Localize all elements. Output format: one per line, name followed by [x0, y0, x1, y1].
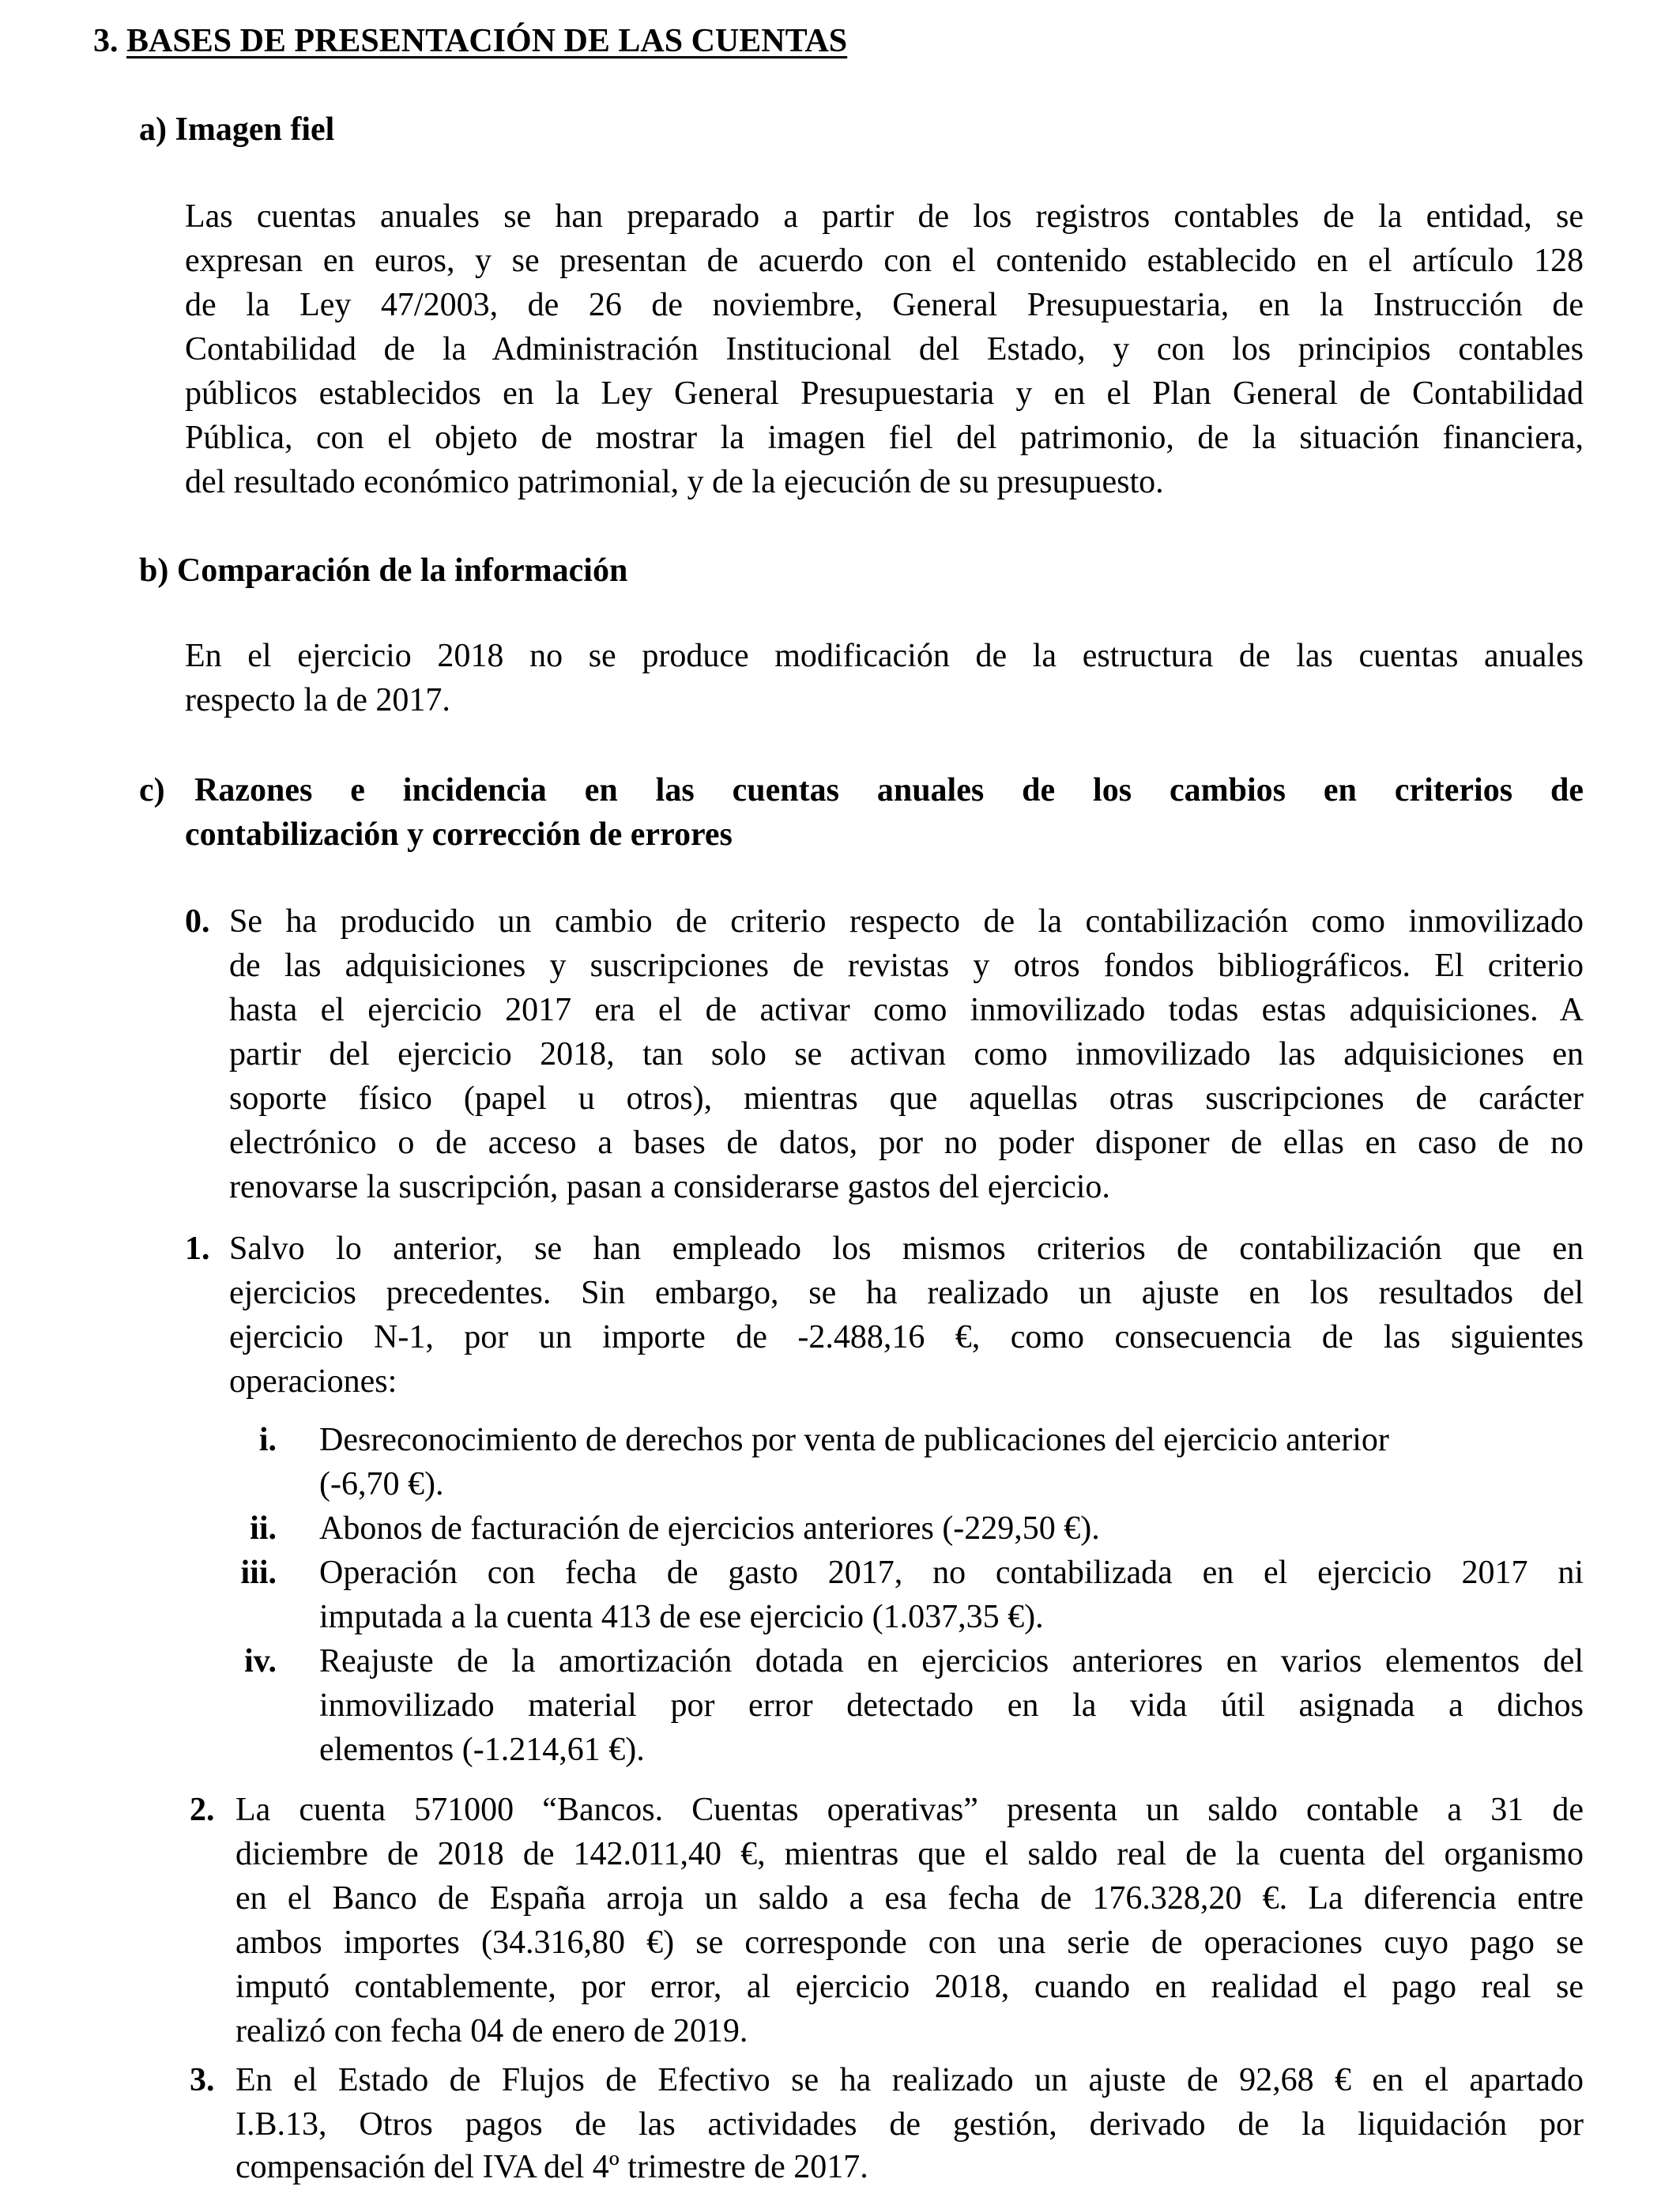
subitem-i-line: Desreconocimiento de derechos por venta de publicaciones del ejercicio anterior: [319, 1422, 1389, 1458]
item-1-line: ejercicios precedentes. Sin embargo, se ha realizado un ajuste en los resultados del: [229, 1275, 1584, 1311]
heading-c-label: c): [139, 772, 165, 809]
heading-c-line: contabilización y corrección de errores: [185, 816, 733, 853]
item-number: 1.: [185, 1231, 210, 1267]
subitem-iii-line: Operación con fecha de gasto 2017, no contabilizada en el ejercicio 2017 ni: [319, 1555, 1584, 1591]
subitem-iii-line: imputada a la cuenta 413 de ese ejercicio (1.037,35 €).: [319, 1599, 1044, 1635]
section-number: 3.: [93, 23, 119, 59]
paragraph-b-line: respecto la de 2017.: [185, 682, 450, 718]
item-3-line: I.B.13, Otros pagos de las actividades de gestión, derivado de la liquidación por: [235, 2106, 1584, 2143]
subitem-ii-line: Abonos de facturación de ejercicios anteriores (-229,50 €).: [319, 1510, 1100, 1547]
paragraph-a-line: del resultado económico patrimonial, y de la ejecución de su presupuesto.: [185, 464, 1164, 500]
paragraph-a-line: Pública, con el objeto de mostrar la imagen fiel del patrimonio, de la situación financiera,: [185, 420, 1584, 456]
item-0-line: partir del ejercicio 2018, tan solo se activan como inmovilizado las adquisiciones en: [229, 1036, 1584, 1072]
paragraph-a-line: expresan en euros, y se presentan de acuerdo con el contenido establecido en el artículo 128: [185, 243, 1584, 279]
subitem-iv-line: elementos (-1.214,61 €).: [319, 1732, 645, 1768]
heading-b: [139, 548, 627, 593]
heading-b-text: Comparación de la información: [176, 552, 628, 589]
item-1-line: ejercicio N-1, por un importe de -2.488,16 €, como consecuencia de las siguientes: [229, 1319, 1584, 1355]
subitem-number: iii.: [240, 1555, 277, 1591]
item-3-line: compensación del IVA del 4º trimestre de 2017.: [235, 2149, 868, 2185]
subitem-iv-line: inmovilizado material por error detectado en la vida útil asignada a dichos: [319, 1687, 1584, 1724]
item-2-line: La cuenta 571000 “Bancos. Cuentas operativas” presenta un saldo contable a 31 de: [235, 1792, 1584, 1828]
item-0-line: hasta el ejercicio 2017 era el de activar como inmovilizado todas estas adquisiciones. A: [229, 992, 1584, 1028]
item-2-line: en el Banco de España arroja un saldo a esa fecha de 176.328,20 €. La diferencia entre: [235, 1880, 1584, 1917]
item-2-line: ambos importes (34.316,80 €) se corresponde con una serie de operaciones cuyo pago se: [235, 1924, 1584, 1961]
item-number: 0.: [185, 903, 210, 940]
item-2-line: diciembre de 2018 de 142.011,40 €, mientras que el saldo real de la cuenta del organismo: [235, 1836, 1584, 1872]
item-0-line: renovarse la suscripción, pasan a considerarse gastos del ejercicio.: [229, 1169, 1110, 1205]
paragraph-a-line: públicos establecidos en la Ley General Presupuestaria y en el Plan General de Contabilidad: [185, 375, 1584, 412]
item-number: 2.: [190, 1792, 215, 1828]
heading-a-label: a): [139, 111, 167, 148]
heading-b-label: b): [139, 552, 169, 589]
item-2-line: imputó contablemente, por error, al ejercicio 2018, cuando en realidad el pago real se: [235, 1969, 1584, 2005]
subitem-number: i.: [258, 1422, 277, 1458]
section-title: [93, 19, 847, 63]
section-title-text: BASES DE PRESENTACIÓN DE LAS CUENTAS: [126, 23, 848, 59]
heading-a: [139, 107, 334, 152]
item-1-line: Salvo lo anterior, se han empleado los mismos criterios de contabilización que en: [229, 1231, 1584, 1267]
subitem-i-line: (-6,70 €).: [319, 1466, 444, 1502]
heading-a-text: Imagen fiel: [175, 111, 335, 148]
item-0-line: soporte físico (papel u otros), mientras que aquellas otras suscripciones de carácter: [229, 1080, 1584, 1117]
item-number: 3.: [190, 2062, 215, 2098]
item-0-line: electrónico o de acceso a bases de datos, por no poder disponer de ellas en caso de no: [229, 1125, 1584, 1161]
item-2-line: realizó con fecha 04 de enero de 2019.: [235, 2013, 748, 2049]
item-0-line: de las adquisiciones y suscripciones de revistas y otros fondos bibliográficos. El criterio: [229, 948, 1584, 984]
item-0-line: Se ha producido un cambio de criterio respecto de la contabilización como inmovilizado: [229, 903, 1584, 940]
subitem-iv-line: Reajuste de la amortización dotada en ejercicios anteriores en varios elementos del: [319, 1643, 1584, 1679]
item-3-line: En el Estado de Flujos de Efectivo se ha realizado un ajuste de 92,68 € en el apartado: [235, 2062, 1584, 2098]
subitem-number: iv.: [244, 1643, 277, 1679]
paragraph-a-line: de la Ley 47/2003, de 26 de noviembre, General Presupuestaria, en la Instrucción de: [185, 287, 1584, 323]
item-1-line: operaciones:: [229, 1363, 397, 1400]
paragraph-b-line: En el ejercicio 2018 no se produce modificación de la estructura de las cuentas anuales: [185, 638, 1584, 674]
subitem-number: ii.: [250, 1510, 277, 1547]
heading-c-line: Razones e incidencia en las cuentas anuales de los cambios en criterios de: [194, 772, 1584, 809]
paragraph-a-line: Contabilidad de la Administración Institucional del Estado, y con los principios contables: [185, 331, 1584, 368]
paragraph-a-line: Las cuentas anuales se han preparado a partir de los registros contables de la entidad, se: [185, 198, 1584, 235]
